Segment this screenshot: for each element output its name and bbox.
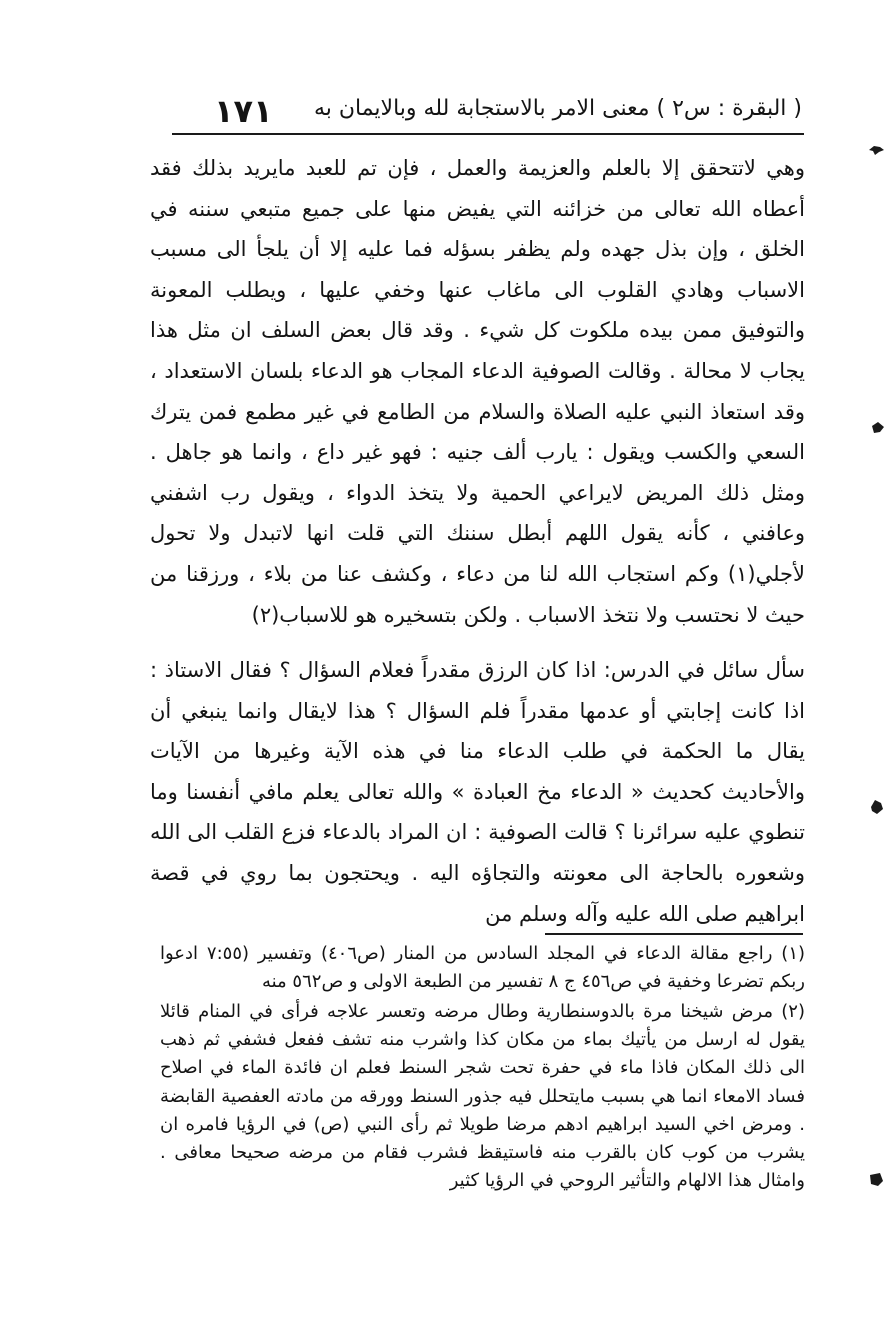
footnote-2: (٢) مرض شيخنا مرة بالدوسنطارية وطال مرضه وتعسر علاجه فرأى في المنام قائلا يقول له ارسل من يأتيك بماء من مكان كذا واشرب منه تشف ففعل فشفي ثم ذهب الى ذلك المكان فاذا ماء في حفرة تحت شجر السنط فعلم ان فائدة الماء في اصلاح فساد الامعاء انما هي بسبب مايتحلل فيه جذور السنط وورقه من مادته العفصية القابضة . ومرض اخي السيد ابراهيم ادهم مرضا طويلا ثم رأى النبي (ص) في الرؤيا فامره ان يشرب من كوب كان بالقرب منه فاستيقظ فشرب فقام من مرضه صحيحا معافى . وامثال هذا الالهام والتأثير الروحي في الرؤيا كثير [160,1001,805,1192]
paragraph-1: وهي لاتتحقق إلا بالعلم والعزيمة والعمل ، فإن تم للعبد مايريد بذلك فقد أعطاه الله تعالى من خزائنه التي يفيض منها على جميع متبعي سننه في الخلق ، وإن بذل جهده ولم يظفر بسؤله فما عليه إلا أن يلجأ الى مسبب الاسباب وهادي القلوب الى ماغاب عنها وخفي عليها ، ويطلب المعونة والتوفيق ممن بيده ملكوت كل شيء . وقد قال بعض السلف ان مثل هذا يجاب لا محالة . وقالت الصوفية الدعاء المجاب هو الدعاء بلسان الاستعداد ، وقد استعاذ النبي عليه الصلاة والسلام من الطامع في غير مطمع فمن يترك السعي والكسب ويقول : يارب ألف جنيه : فهو غير داع ، وانما هو جاهل . ومثل ذلك المريض لايراعي الحمية ولا يتخذ الدواء ، ويقول رب اشفني وعافني ، كأنه يقول اللهم أبطل سننك التي قلت انها لاتبدل ولا تحول لأجلي(١) وكم استجاب الله لنا من دعاء ، وكشف عنا من بلاء ، ورزقنا من حيث لا نحتسب ولا نتخذ الاسباب . ولكن بتسخيره هو للاسباب(٢) [150,156,805,627]
header-rule [172,133,804,135]
page-header [170,92,802,132]
running-title: ( البقرة : س٢ ) معنى الامر بالاستجابة لله وبالايمان به [313,96,802,121]
scan-speck-mark [868,418,888,438]
scan-speck-mark [866,1169,886,1189]
footnotes [160,940,805,1288]
page-number: ١٧١ [214,92,273,130]
footnote-1: (١) راجع مقالة الدعاء في المجلد السادس من المنار (ص٤٠٦) وتفسير (٧:٥٥ ادعوا ربكم تضرعا وخفية في ص٤٥٦ ج ٨ تفسير من الطبعة الاولى و ص٥٦٢ منه [160,943,806,993]
paragraph-2: سأل سائل في الدرس: اذا كان الرزق مقدراً فعلام السؤال ؟ فقال الاستاذ : اذا كانت إجابتي أو عدمها مقدراً فلم السؤال ؟ هذا لايقال وانما ينبغي أن يقال ما الحكمة في طلب الدعاء منا في هذه الآية وغيرها من الآيات والأحاديث كحديث « الدعاء مخ العبادة » والله تعالى يعلم مافي أنفسنا وما تنطوي عليه سرائرنا ؟ قالت الصوفية : ان المراد بالدعاء فزع القلب الى الله وشعوره بالحاجة الى معونته والتجاؤه اليه . ويحتجون بما روي في قصة ابراهيم صلى الله عليه وآله وسلم من [150,658,805,926]
scan-speck-mark [866,140,886,160]
scan-speck-mark [866,797,886,817]
main-text [150,148,805,926]
footnote-rule [545,933,803,935]
